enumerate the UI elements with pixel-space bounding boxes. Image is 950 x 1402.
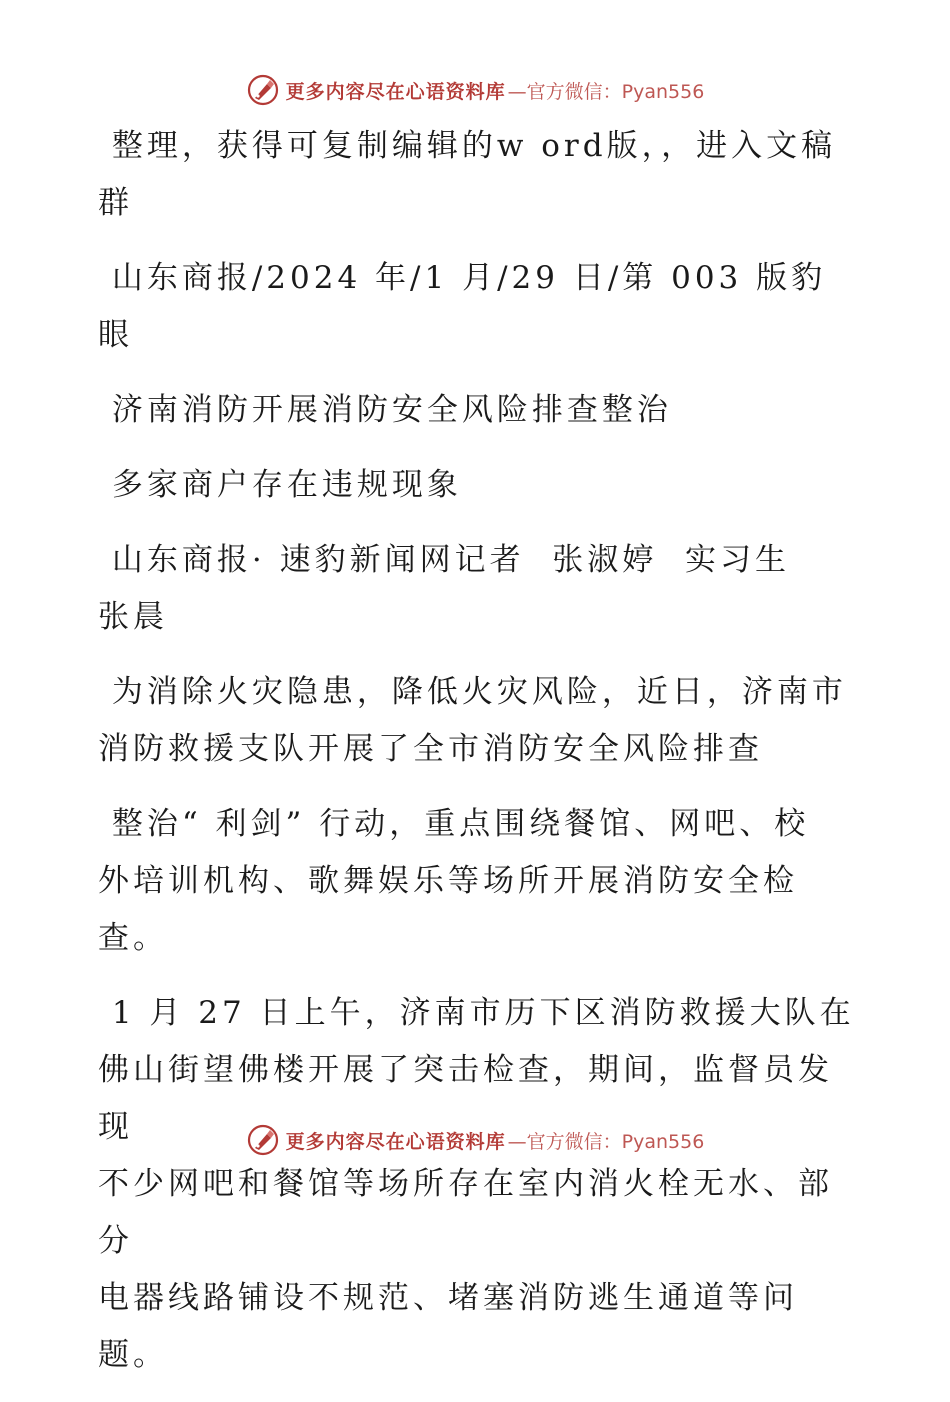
pen-nib-logo-icon: [246, 73, 280, 107]
text-line: 佛山街望佛楼开展了突击检查，期间，监督员发现: [98, 1052, 833, 1145]
text-line: 整治“ 利剑” 行动，重点围绕餐馆、网吧、校: [98, 806, 810, 842]
header-watermark-banner: [0, 70, 950, 110]
pen-nib-logo-icon: [246, 1123, 280, 1157]
text-line: 外培训机构、歌舞娱乐等场所开展消防安全检查。: [98, 863, 798, 956]
paragraph: [98, 250, 858, 364]
text-line: 不少网吧和餐馆等场所存在室内消火栓无水、部分: [98, 1166, 833, 1259]
text-line: 张晨: [98, 599, 168, 635]
text-line: 济南消防开展消防安全风险排查整治: [98, 392, 672, 428]
watermark-main-text: 更多内容尽在心语资料库: [285, 1130, 506, 1153]
text-line: 整理，获得可复制编辑的w ord版，，进入文稿: [98, 128, 837, 164]
paragraph: [98, 457, 858, 514]
paragraph: [98, 664, 858, 778]
text-line: 群: [98, 185, 133, 221]
text-line: 山东商报· 速豹新闻网记者 张淑婷 实习生: [98, 542, 790, 578]
watermark-main-text: 更多内容尽在心语资料库: [285, 80, 506, 103]
footer-watermark-banner: [0, 1120, 950, 1160]
paragraph: [98, 382, 858, 439]
watermark-sub-text: —官方微信：Pyan556: [507, 1130, 705, 1153]
text-line: 电器线路铺设不规范、堵塞消防逃生通道等问题。: [98, 1280, 798, 1373]
paragraph: [98, 796, 858, 967]
text-line: 1 月 27 日上午，济南市历下区消防救援大队在: [98, 995, 855, 1031]
paragraph: [98, 118, 858, 232]
text-line: 为消除火灾隐患，降低火灾风险，近日，济南市: [98, 674, 847, 710]
text-line: 消防救援支队开展了全市消防安全风险排查: [98, 731, 763, 767]
paragraph: [98, 985, 858, 1384]
text-line: 山东商报/2024 年/1 月/29 日/第 003 版豹眼: [98, 260, 827, 353]
document-body: [98, 118, 858, 1402]
text-line: 多家商户存在违规现象: [98, 467, 462, 503]
watermark-sub-text: —官方微信：Pyan556: [507, 80, 705, 103]
paragraph: [98, 532, 858, 646]
